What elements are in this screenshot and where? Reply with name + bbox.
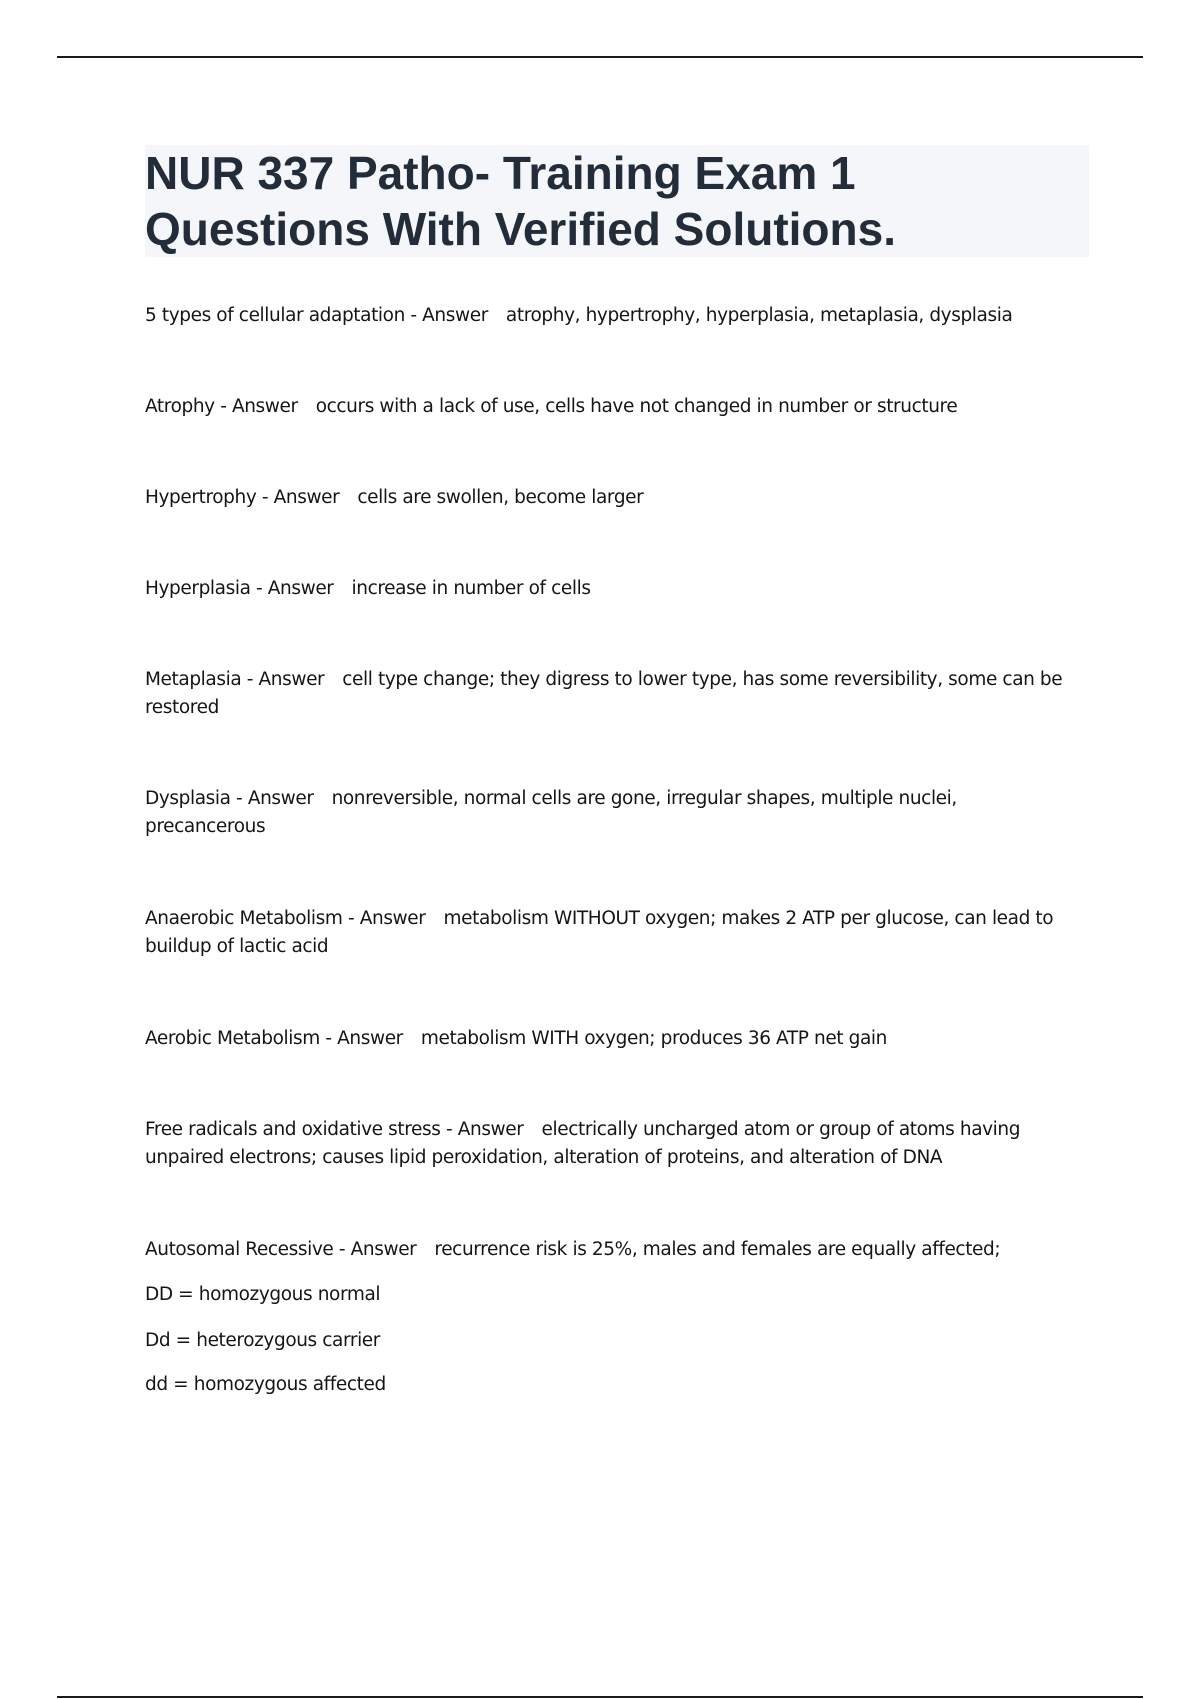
answer-separator: - Answer <box>342 908 426 929</box>
title-line-2: Questions With Verified Solutions. <box>145 203 896 255</box>
qa-entry <box>145 393 1075 421</box>
top-rule <box>57 56 1143 58</box>
qa-entry <box>145 484 1075 512</box>
answer-separator: - Answer <box>241 669 325 690</box>
genotype-line: dd = homozygous affected <box>145 1374 386 1395</box>
qa-entry <box>145 905 1075 961</box>
answer-separator: - Answer <box>404 305 488 326</box>
genotype-line: DD = homozygous normal <box>145 1284 381 1305</box>
entry-term: 5 types of cellular adaptation <box>145 305 405 326</box>
entry-term: Dysplasia <box>145 788 231 809</box>
answer-separator: - Answer <box>440 1119 524 1140</box>
qa-entry <box>145 302 1075 330</box>
qa-entry <box>145 575 1075 603</box>
entry-answer: increase in number of cells <box>351 578 591 599</box>
entry-answer: metabolism WITH oxygen; produces 36 ATP net gain <box>420 1028 887 1049</box>
entry-answer: nonreversible, normal cells are gone, irregular shapes, multiple nuclei, precancerous <box>145 788 957 837</box>
entry-answer: atrophy, hypertrophy, hyperplasia, metaplasia, dysplasia <box>505 305 1013 326</box>
entry-answer: cell type change; they digress to lower type, has some reversibility, some can be restored <box>145 669 1063 718</box>
page-title <box>145 145 1089 257</box>
entry-term: Aerobic Metabolism <box>145 1028 320 1049</box>
qa-entry <box>145 785 1075 841</box>
title-box <box>145 145 1089 257</box>
answer-separator: - Answer <box>230 788 314 809</box>
qa-entry <box>145 1025 1075 1053</box>
entry-term: Hyperplasia <box>145 578 251 599</box>
genotype-line: Dd = heterozygous carrier <box>145 1330 380 1351</box>
entry-answer: metabolism WITHOUT oxygen; makes 2 ATP per glucose, can lead to buildup of lactic acid <box>145 908 1054 957</box>
answer-separator: - Answer <box>333 1239 417 1260</box>
entry-term: Atrophy <box>145 396 215 417</box>
qa-entry <box>145 1236 1075 1264</box>
entry-answer: occurs with a lack of use, cells have not changed in number or structure <box>315 396 958 417</box>
entry-answer: electrically uncharged atom or group of atoms having unpaired electrons; causes lipid peroxidation, alteration of proteins, and alteration of DNA <box>145 1119 1021 1168</box>
entry-term: Anaerobic Metabolism <box>145 908 343 929</box>
title-line-1: NUR 337 Patho- Training Exam 1 <box>145 147 856 199</box>
entry-term: Free radicals and oxidative stress <box>145 1119 441 1140</box>
answer-separator: - Answer <box>319 1028 403 1049</box>
entry-term: Metaplasia <box>145 669 242 690</box>
entry-answer: cells are swollen, become larger <box>357 487 644 508</box>
entry-answer: recurrence risk is 25%, males and females are equally affected; <box>434 1239 1001 1260</box>
entry-term: Hypertrophy <box>145 487 257 508</box>
answer-separator: - Answer <box>214 396 298 417</box>
answer-separator: - Answer <box>250 578 334 599</box>
bottom-rule <box>57 1696 1143 1698</box>
entry-term: Autosomal Recessive <box>145 1239 334 1260</box>
qa-entry <box>145 1116 1075 1172</box>
qa-entry <box>145 666 1075 722</box>
answer-separator: - Answer <box>256 487 340 508</box>
